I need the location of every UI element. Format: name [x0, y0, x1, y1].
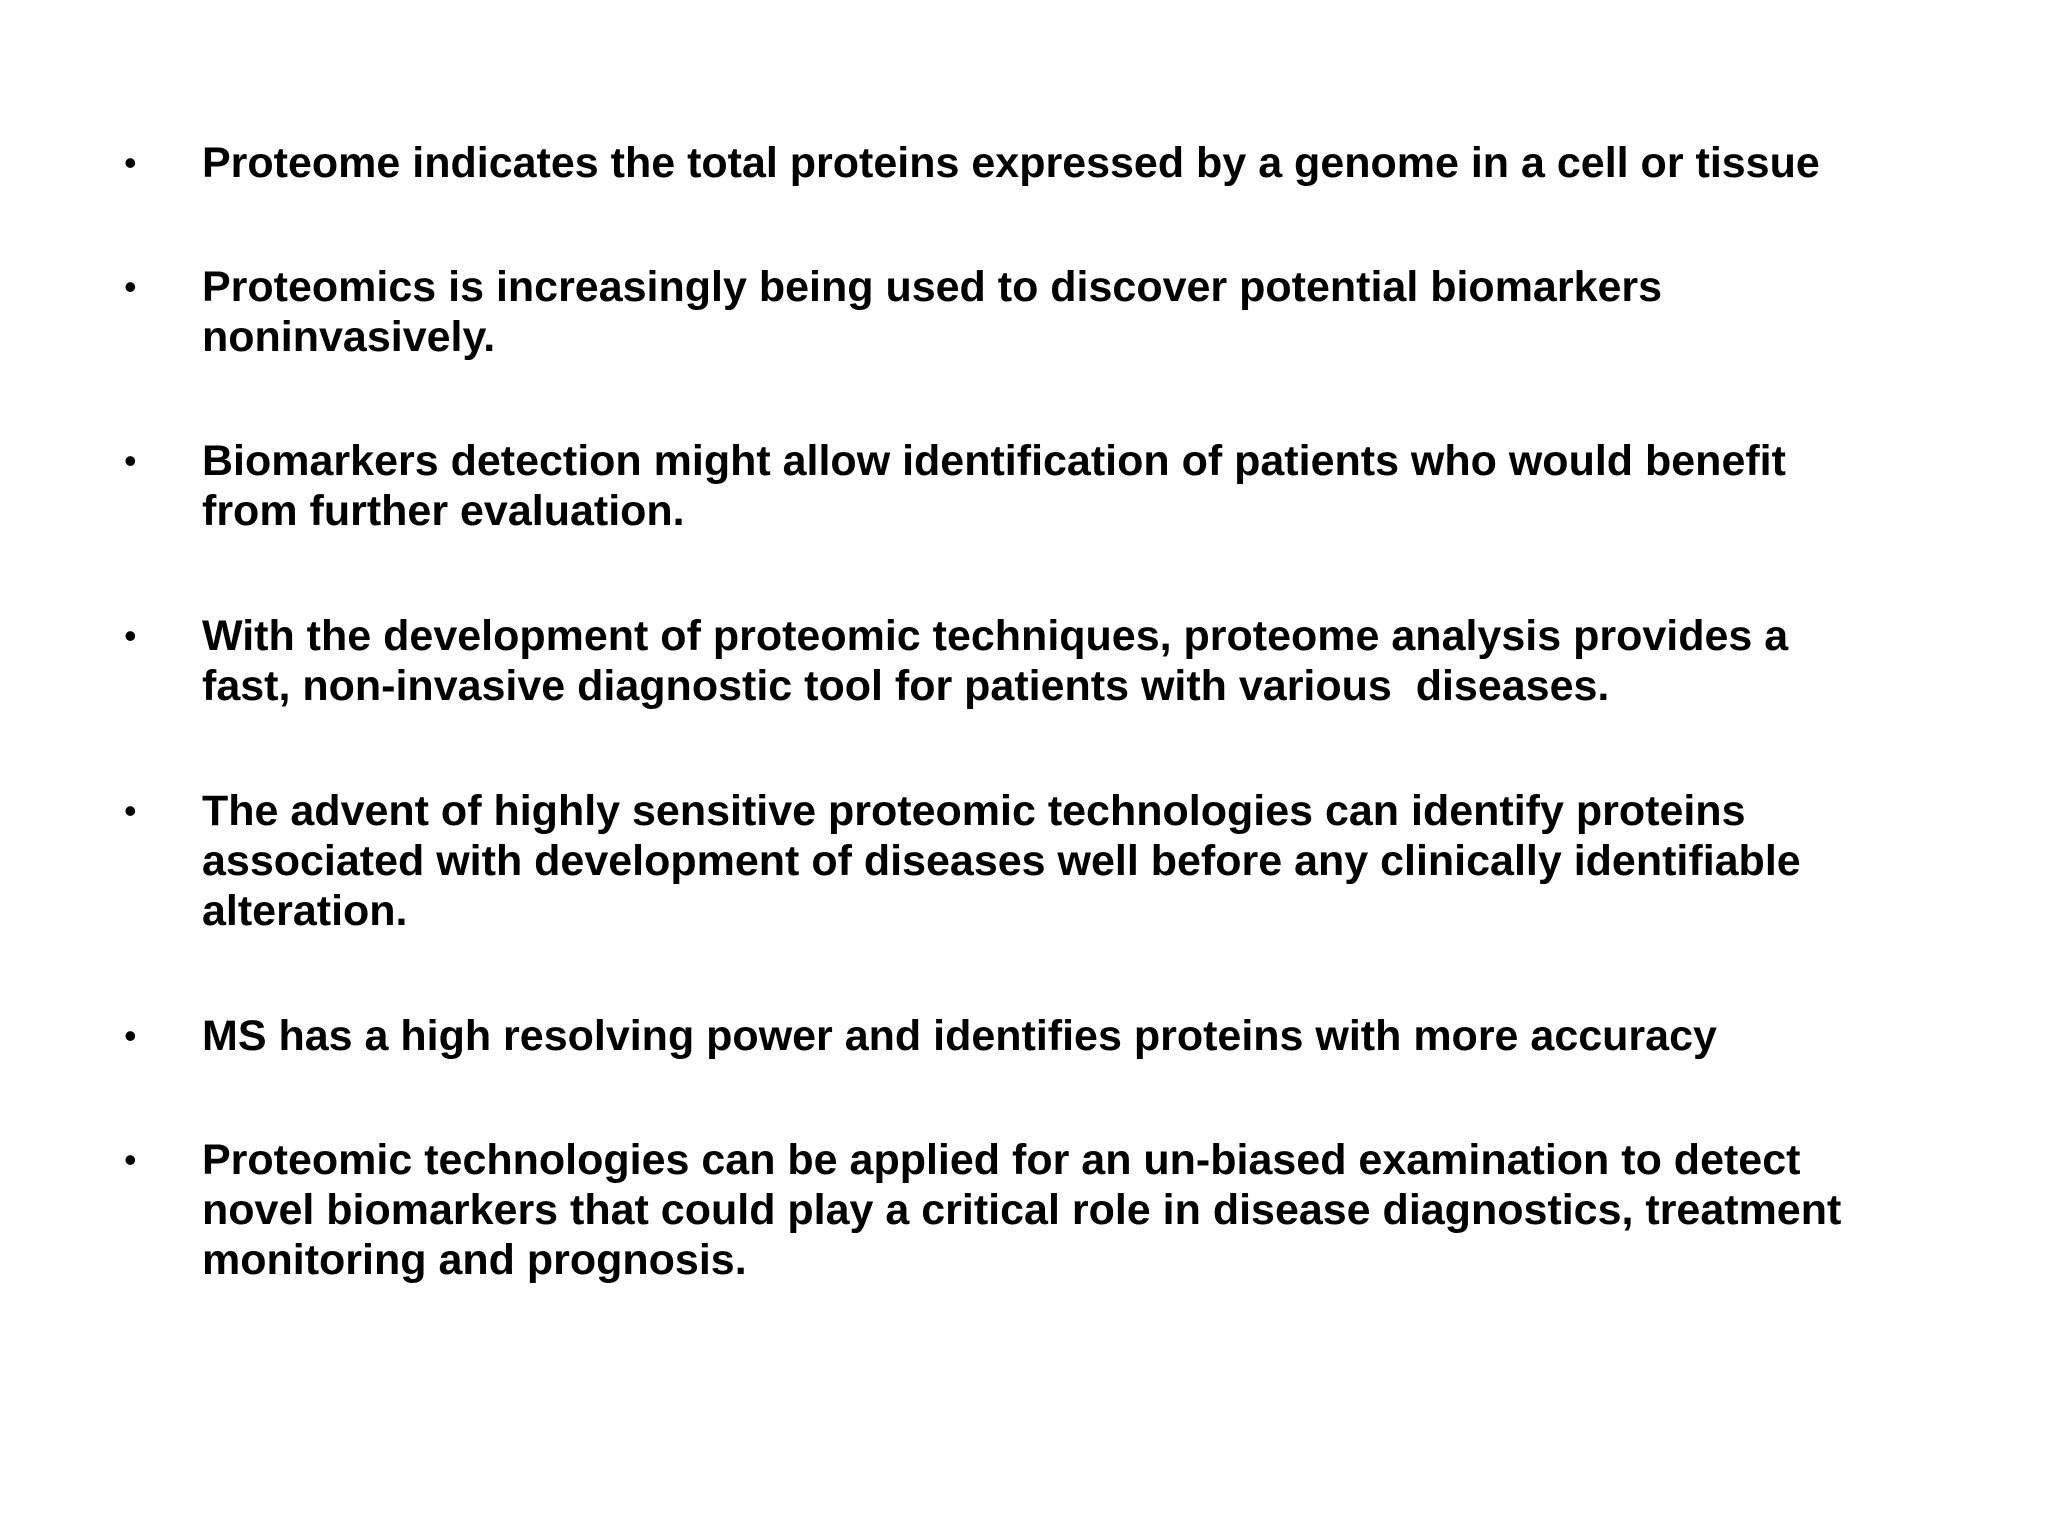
bullet-text: Biomarkers detection might allow identification of patients who would benefit from further evaluation.: [202, 437, 1786, 535]
bullet-text: The advent of highly sensitive proteomic technologies can identify proteins associated with development of diseases well before any clinically identifiable alteration.: [202, 787, 1801, 935]
bullet-text: Proteome indicates the total proteins expressed by a genome in a cell or tissue: [202, 139, 1820, 187]
bullet-text: MS has a high resolving power and identifies proteins with more accuracy: [202, 1012, 1717, 1060]
bullet-icon: •: [124, 440, 137, 481]
bullet-text: Proteomics is increasingly being used to discover potential biomarkers noninvasively.: [202, 263, 1663, 361]
bullet-icon: •: [124, 790, 137, 831]
bullet-icon: •: [124, 615, 137, 656]
bullet-text: With the development of proteomic techniques, proteome analysis provides a fast, non-invasive diagnostic tool for patients with various diseases.: [202, 612, 1789, 710]
bullet-icon: •: [124, 142, 137, 183]
bullet-text: Proteomic technologies can be applied for an un-biased examination to detect novel biomarkers that could play a critical role in disease diagnostics, treatment monitoring and prognosis.: [202, 1136, 1842, 1284]
bullet-icon: •: [124, 1139, 137, 1180]
bullet-icon: •: [124, 266, 137, 307]
bullet-icon: •: [124, 1015, 137, 1056]
